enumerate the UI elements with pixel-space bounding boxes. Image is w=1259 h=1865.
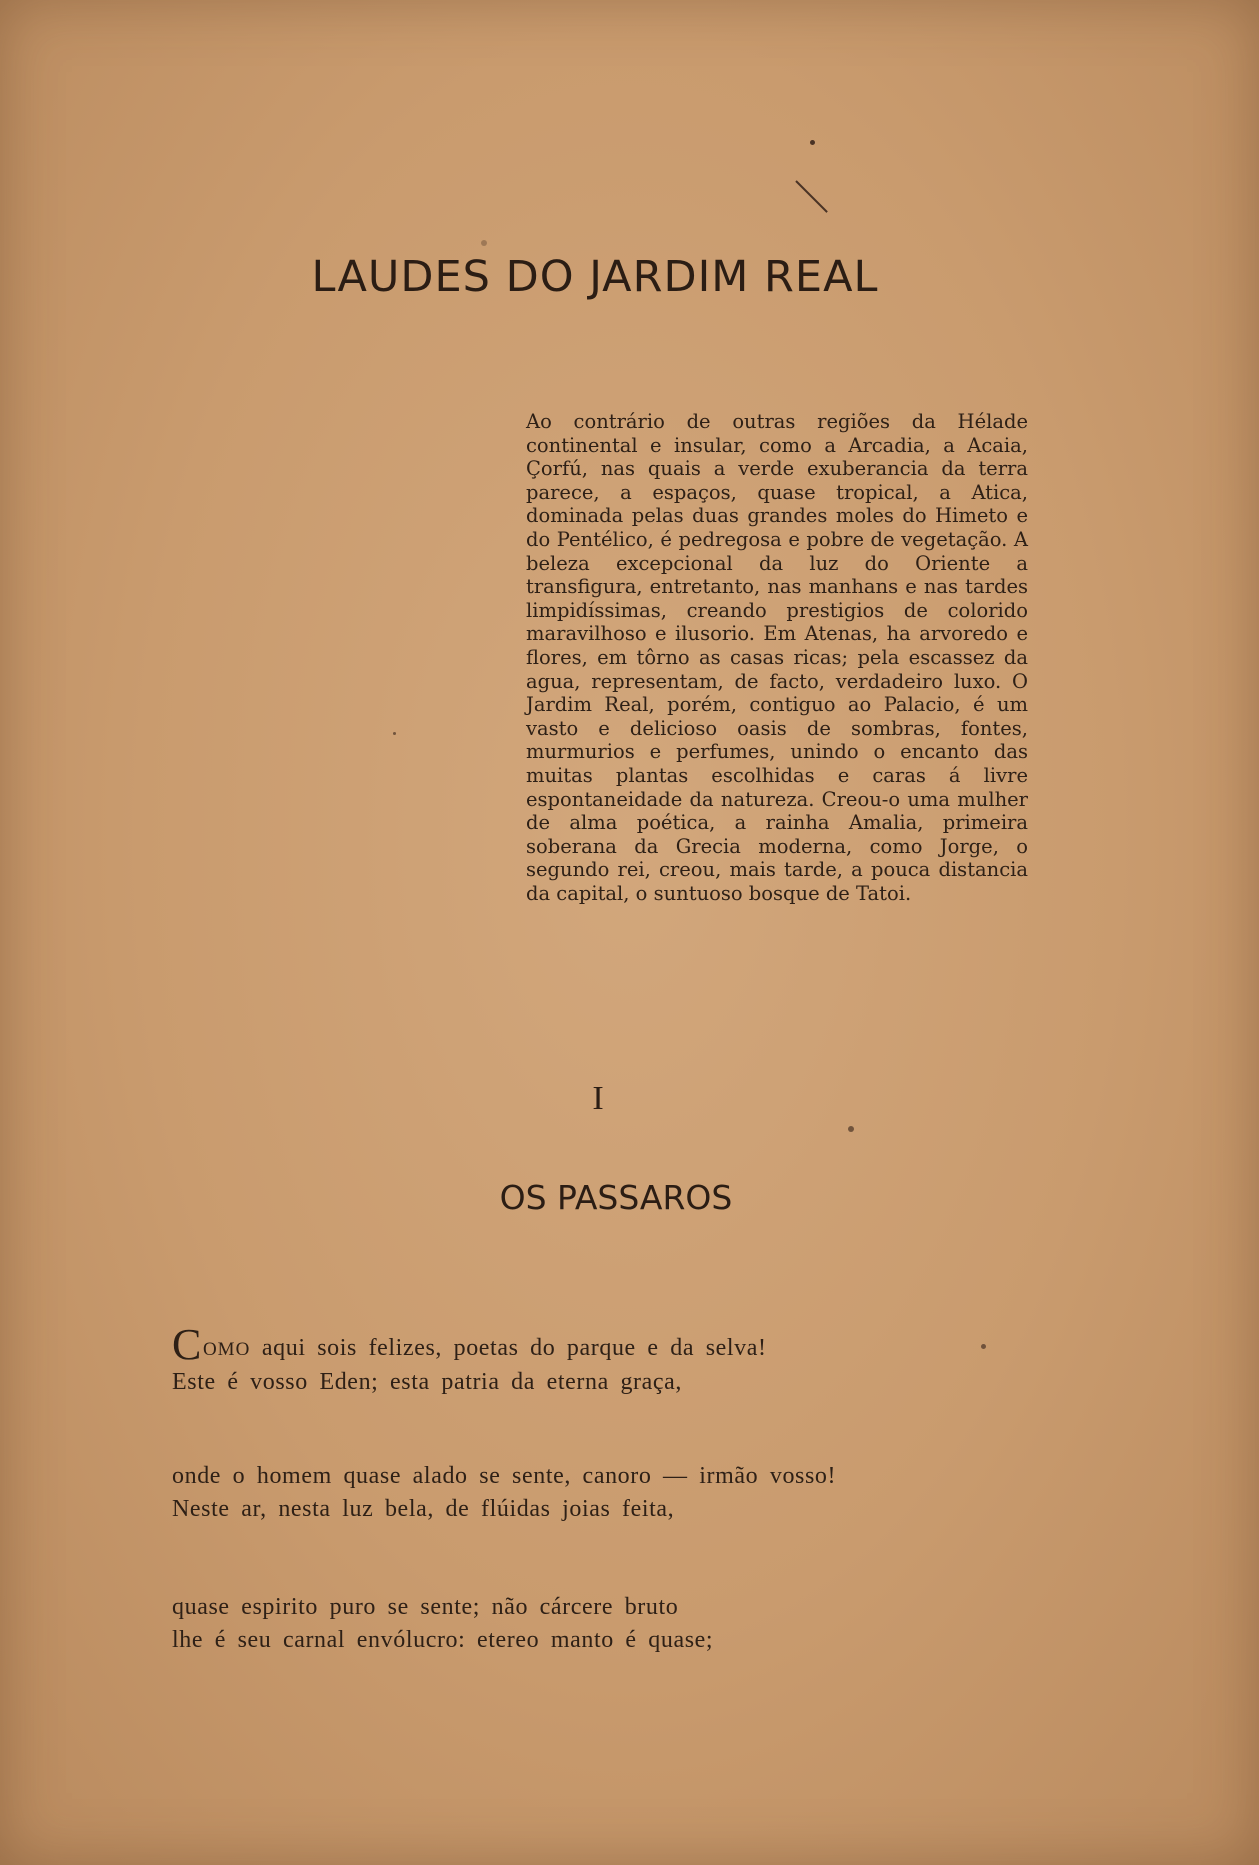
poem-stanza <box>172 1320 1032 1399</box>
poem-line: Neste ar, nesta luz bela, de flúidas joias feita, <box>172 1496 675 1522</box>
ink-speck <box>981 1344 986 1349</box>
poem-line: onde o homem quase alado se sente, canoro — irmão vosso! <box>172 1463 837 1489</box>
drop-cap: C <box>172 1320 202 1369</box>
section-title: OS PASSAROS <box>499 1178 733 1217</box>
poem-line-text: aqui sois felizes, poetas do parque e da selva! <box>261 1335 767 1361</box>
poem-line: quase espirito puro se sente; não cárcere bruto <box>172 1594 679 1620</box>
page-title: LAUDES DO JARDIM REAL <box>311 252 879 302</box>
ink-speck <box>393 732 396 735</box>
poem-line: lhe é seu carnal envólucro: etereo manto é quase; <box>172 1627 714 1653</box>
ink-speck <box>810 140 815 145</box>
intro-paragraph: Ao contrário de outras regiões da Hélade continental e insular, como a Arcadia, a Acaia, Çorfú, nas quais a verde exuberancia da terra parece, a espaços, quase tropical, a Atica, dominada pelas duas grandes moles do Himeto e do Pentélico, é pedregosa e pobre de vegetação. A beleza excepcional da luz do Oriente a transfigura, entretanto, nas manhans e nas tardes limpidíssimas, creando prestigios de colorido maravilhoso e ilusorio. Em Atenas, ha arvoredo e flores, em tôrno as casas ricas; pela escassez da agua, representam, de facto, verdadeiro luxo. O Jardim Real, porém, contiguo ao Palacio, é um vasto e delicioso oasis de sombras, fontes, murmurios e perfumes, unindo o encanto das muitas plantas escolhidas e caras á livre espontaneidade da natureza. Creou-o uma mulher de alma poética, a rainha Amalia, primeira soberana da Grecia moderna, como Jorge, o segundo rei, creou, mais tarde, a pouca distancia da capital, o suntuoso bosque de Tatoi. <box>526 410 1028 905</box>
poem-line <box>172 1320 1032 1369</box>
ink-speck <box>848 1126 854 1132</box>
small-caps-word: OMO <box>202 1339 251 1360</box>
ink-speck <box>481 240 487 246</box>
poem-line: Este é vosso Eden; esta patria da eterna graça, <box>172 1369 682 1395</box>
poem-stanza <box>172 1460 1032 1526</box>
section-numeral: I <box>592 1080 604 1117</box>
poem-stanza <box>172 1591 1032 1657</box>
pencil-mark <box>795 180 828 213</box>
